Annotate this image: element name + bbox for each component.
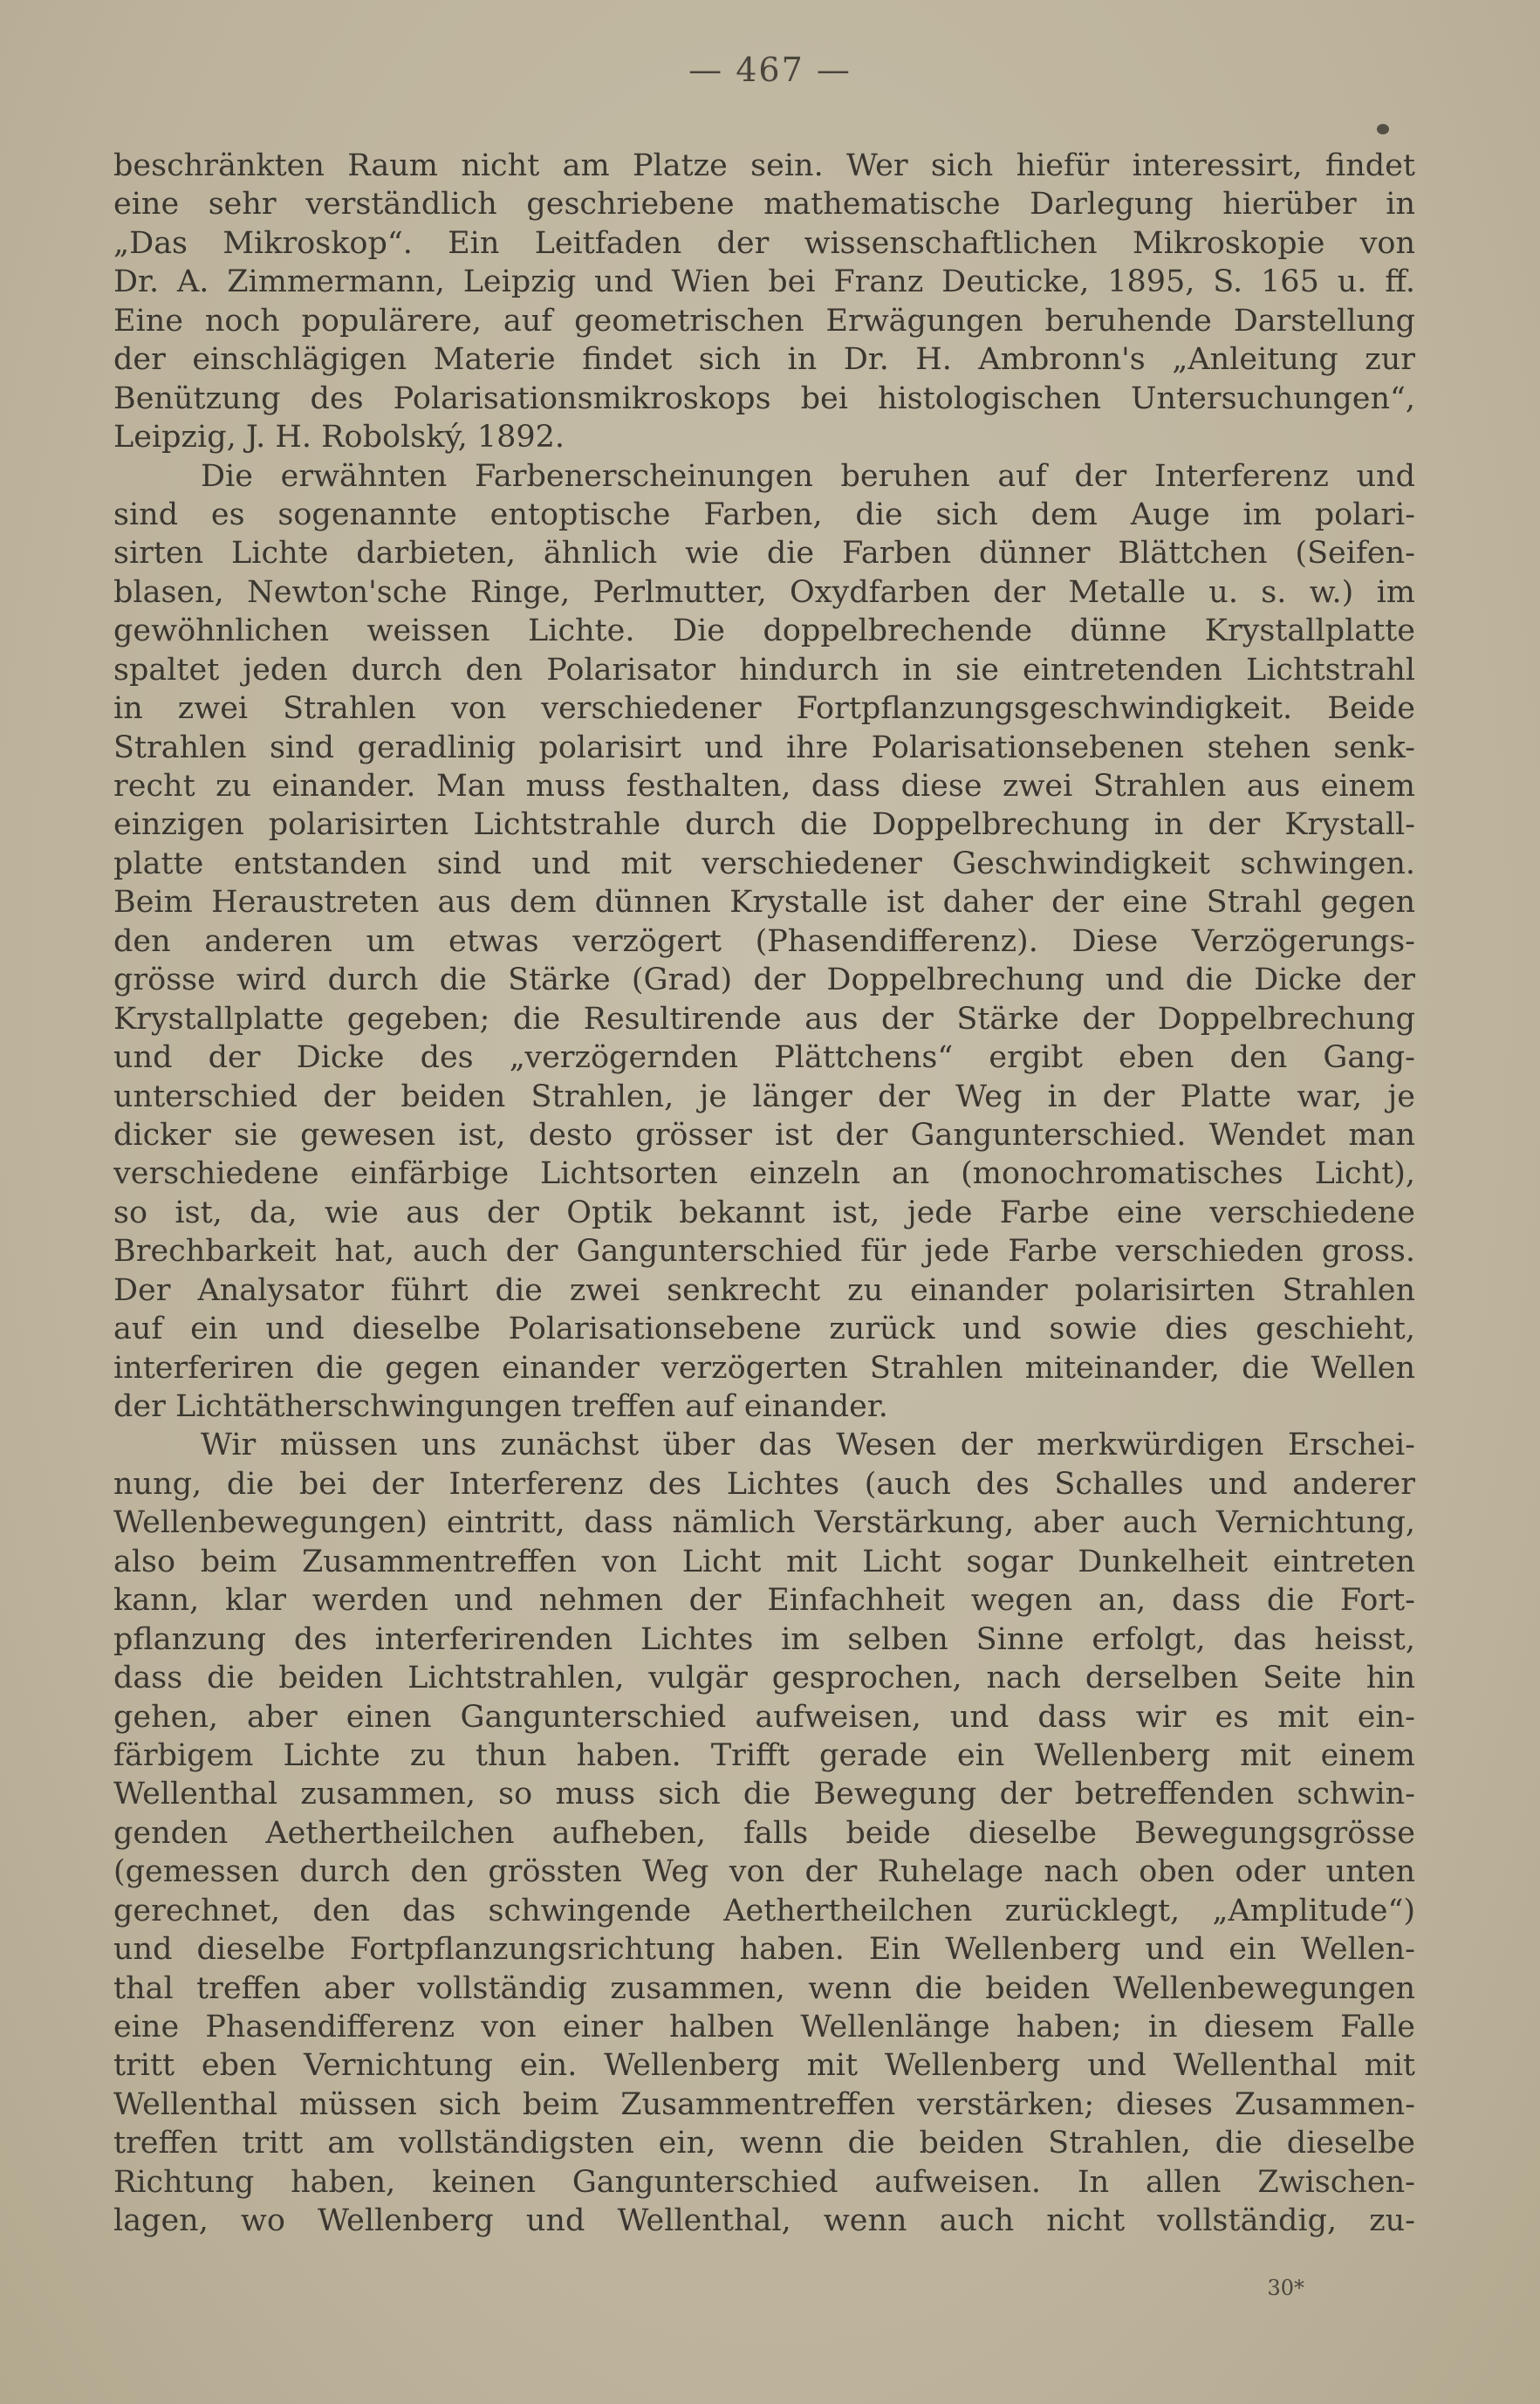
- text-line: Eine noch populärere, auf geometrischen Erwägungen beruhende Darstellung: [113, 303, 1415, 339]
- text-line: nung, die bei der Interferenz des Lichtes (auch des Schalles und anderer: [113, 1466, 1415, 1502]
- text-line: dass die beiden Lichtstrahlen, vulgär gesprochen, nach derselben Seite hin: [113, 1661, 1415, 1696]
- text-line: Brechbarkeit hat, auch der Gangunterschied für jede Farbe verschieden gross.: [113, 1234, 1415, 1270]
- text-line: gehen, aber einen Gangunterschied aufweisen, und dass wir es mit ein-: [113, 1699, 1415, 1735]
- text-line: Wellenthal zusammen, so muss sich die Bewegung der betreffenden schwin-: [113, 1777, 1415, 1812]
- text-line: Dr. A. Zimmermann, Leipzig und Wien bei Franz Deuticke, 1895, S. 165 u. ff.: [113, 264, 1415, 300]
- text-line: Strahlen sind geradlinig polarisirt und ihre Polarisationsebenen stehen senk-: [113, 729, 1415, 765]
- paragraph-start-line: Wir müssen uns zunächst über das Wesen der merkwürdigen Erschei-: [201, 1428, 1415, 1463]
- text-line: und dieselbe Fortpflanzungsrichtung haben. Ein Wellenberg und ein Wellen-: [113, 1932, 1415, 1968]
- text-line: kann, klar werden und nehmen der Einfachheit wegen an, dass die Fort-: [113, 1583, 1415, 1619]
- text-line: Wellenthal müssen sich beim Zusammentreffen verstärken; dieses Zusammen-: [113, 2086, 1415, 2122]
- text-line: genden Aethertheilchen aufheben, falls beide dieselbe Bewegungsgrösse: [113, 1815, 1415, 1851]
- text-line: Wellenbewegungen) eintritt, dass nämlich Verstärkung, aber auch Vernichtung,: [113, 1505, 1415, 1541]
- text-line: Leipzig, J. H. Robolský, 1892.: [113, 420, 565, 455]
- text-line: Der Analysator führt die zwei senkrecht zu einander polarisirten Strahlen: [113, 1272, 1415, 1308]
- text-line: der einschlägigen Materie findet sich in Dr. H. Ambronn's „Anleitung zur: [113, 342, 1415, 378]
- text-line: einzigen polarisirten Lichtstrahle durch die Doppelbrechung in der Krystall-: [113, 807, 1415, 843]
- text-line: (gemessen durch den grössten Weg von der Ruhelage nach oben oder unten: [113, 1854, 1415, 1890]
- text-line: Krystallplatte gegeben; die Resultirende aus der Stärke der Doppelbrechung: [113, 1001, 1415, 1037]
- text-line: so ist, da, wie aus der Optik bekannt ist, jede Farbe eine verschiedene: [113, 1195, 1415, 1230]
- text-line: spaltet jeden durch den Polarisator hindurch in sie eintretenden Lichtstrahl: [113, 652, 1415, 688]
- text-line: gewöhnlichen weissen Lichte. Die doppelbrechende dünne Krystallplatte: [113, 613, 1415, 649]
- page-number: — 467 —: [688, 51, 852, 89]
- text-line: dicker sie gewesen ist, desto grösser ist der Gangunterschied. Wendet man: [113, 1117, 1415, 1153]
- text-line: der Lichtätherschwingungen treffen auf einander.: [113, 1389, 888, 1424]
- text-line: in zwei Strahlen von verschiedener Fortpflanzungsgeschwindigkeit. Beide: [113, 691, 1415, 727]
- text-line: unterschied der beiden Strahlen, je länger der Weg in der Platte war, je: [113, 1079, 1415, 1114]
- text-line: gerechnet, den das schwingende Aethertheilchen zurücklegt, „Amplitude“): [113, 1893, 1415, 1928]
- text-line: lagen, wo Wellenberg und Wellenthal, wenn auch nicht vollständig, zu-: [113, 2203, 1415, 2239]
- text-line: Beim Heraustreten aus dem dünnen Krystalle ist daher der eine Strahl gegen: [113, 885, 1415, 921]
- text-line: sirten Lichte darbieten, ähnlich wie die Farben dünner Blättchen (Seifen-: [113, 536, 1415, 572]
- text-line: „Das Mikroskop“. Ein Leitfaden der wissenschaftlichen Mikroskopie von: [113, 225, 1415, 261]
- text-line: platte entstanden sind und mit verschiedener Geschwindigkeit schwingen.: [113, 846, 1415, 881]
- text-line: pflanzung des interferirenden Lichtes im selben Sinne erfolgt, das heisst,: [113, 1621, 1415, 1657]
- text-line: färbigem Lichte zu thun haben. Trifft gerade ein Wellenberg mit einem: [113, 1737, 1415, 1773]
- text-line: thal treffen aber vollständig zusammen, wenn die beiden Wellenbewegungen: [113, 1970, 1415, 2006]
- text-line: sind es sogenannte entoptische Farben, die sich dem Auge im polari-: [113, 497, 1415, 532]
- ink-speck: [1377, 124, 1389, 134]
- text-line: und der Dicke des „verzögernden Plättchens“ ergibt eben den Gang-: [113, 1040, 1415, 1076]
- body-text: [113, 147, 1415, 2241]
- text-line: Richtung haben, keinen Gangunterschied aufweisen. In allen Zwischen-: [113, 2164, 1415, 2200]
- text-line: blasen, Newton'sche Ringe, Perlmutter, Oxydfarben der Metalle u. s. w.) im: [113, 574, 1415, 610]
- text-line: eine Phasendifferenz von einer halben Wellenlänge haben; in diesem Falle: [113, 2010, 1415, 2044]
- text-line: treffen tritt am vollständigsten ein, wenn die beiden Strahlen, die dieselbe: [113, 2126, 1415, 2161]
- text-line: tritt eben Vernichtung ein. Wellenberg mit Wellenberg und Wellenthal mit: [113, 2048, 1415, 2084]
- text-line: den anderen um etwas verzögert (Phasendifferenz). Diese Verzögerungs-: [113, 923, 1415, 959]
- text-line: auf ein und dieselbe Polarisationsebene zurück und sowie dies geschieht,: [113, 1312, 1415, 1347]
- text-line: eine sehr verständlich geschriebene mathematische Darlegung hierüber in: [113, 187, 1415, 223]
- text-line: verschiedene einfärbige Lichtsorten einzeln an (monochromatisches Licht),: [113, 1156, 1415, 1192]
- text-line: grösse wird durch die Stärke (Grad) der Doppelbrechung und die Dicke der: [113, 962, 1415, 998]
- text-line: recht zu einander. Man muss festhalten, dass diese zwei Strahlen aus einem: [113, 769, 1415, 804]
- text-line: also beim Zusammentreffen von Licht mit Licht sogar Dunkelheit eintreten: [113, 1544, 1415, 1579]
- text-line: interferiren die gegen einander verzögerten Strahlen miteinander, die Wellen: [113, 1350, 1415, 1386]
- paragraph-start-line: Die erwähnten Farbenerscheinungen beruhen auf der Interferenz und: [201, 458, 1415, 494]
- text-line: beschränkten Raum nicht am Platze sein. Wer sich hiefür interessirt, findet: [113, 148, 1415, 183]
- text-line: Benützung des Polarisationsmikroskops bei histologischen Untersuchungen“,: [113, 380, 1415, 416]
- signature-mark: 30*: [1267, 2276, 1304, 2300]
